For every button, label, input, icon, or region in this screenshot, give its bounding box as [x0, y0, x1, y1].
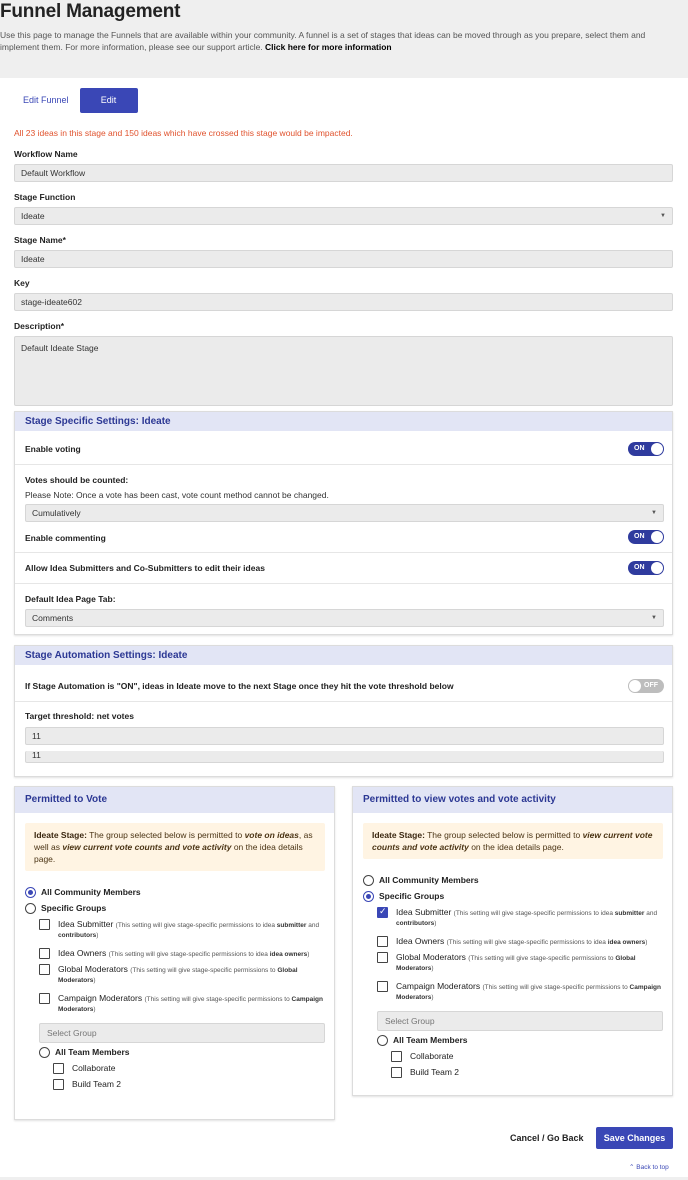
- default-tab-select[interactable]: Comments ▼: [25, 609, 664, 627]
- back-to-top-link[interactable]: ⌃ Back to top: [629, 1164, 669, 1171]
- vote-all-members-option[interactable]: All Community Members: [25, 887, 141, 898]
- view-all-members-option[interactable]: All Community Members: [363, 875, 479, 886]
- vote-all-team-option[interactable]: All Team Members: [39, 1047, 129, 1058]
- workflow-name-label: Workflow Name: [14, 149, 78, 159]
- automation-desc: If Stage Automation is "ON", ideas in Ideate move to the next Stage once they hit the vote threshold below: [25, 681, 454, 691]
- checkbox[interactable]: [377, 981, 388, 992]
- view-info-box: Ideate Stage: The group selected below is permitted to view current vote counts and vote activity on the idea details page.: [363, 823, 663, 859]
- checkbox-checked[interactable]: [377, 907, 388, 918]
- enable-commenting-toggle[interactable]: ON: [628, 530, 664, 544]
- chevron-down-icon: ▼: [651, 615, 657, 621]
- enable-voting-toggle[interactable]: ON: [628, 442, 664, 456]
- checkbox[interactable]: [39, 993, 50, 1004]
- vote-team-collaborate[interactable]: Collaborate: [53, 1063, 115, 1074]
- radio-unselected[interactable]: [39, 1047, 50, 1058]
- checkbox[interactable]: [39, 919, 50, 930]
- vote-idea-submitter-option[interactable]: Idea Submitter (This setting will give stage-specific permissions to idea submitter and contributors): [39, 919, 329, 939]
- vote-campaign-mods-option[interactable]: Campaign Moderators (This setting will give stage-specific permissions to Campaign Moderators): [39, 993, 329, 1013]
- allow-edit-label: Allow Idea Submitters and Co-Submitters to edit their ideas: [25, 563, 265, 573]
- automation-toggle[interactable]: OFF: [628, 679, 664, 693]
- page-description: Use this page to manage the Funnels that are available within your community. A funnel is a set of stages that ideas can be moved through as you prepare, select them and implement them. For more information, please see our support article. Click here for more information: [0, 30, 646, 52]
- count-method-select[interactable]: Cumulatively ▼: [25, 504, 664, 522]
- stage-name-label: Stage Name*: [14, 235, 66, 245]
- checkbox[interactable]: [39, 948, 50, 959]
- stage-settings-panel: [14, 411, 673, 635]
- page-title: Funnel Management: [0, 1, 181, 22]
- description-label: Description*: [14, 321, 65, 331]
- checkbox[interactable]: [391, 1067, 402, 1078]
- stage-name-input[interactable]: Ideate: [14, 250, 673, 268]
- vote-select-group[interactable]: Select Group: [39, 1023, 325, 1043]
- stage-function-select[interactable]: Ideate ▼: [14, 207, 673, 225]
- view-specific-groups-option[interactable]: Specific Groups: [363, 891, 444, 902]
- double-chevron-up-icon: ⌃: [629, 1164, 635, 1171]
- view-campaign-mods-option[interactable]: Campaign Moderators (This setting will give stage-specific permissions to Campaign Moderators): [377, 981, 667, 1001]
- vote-team-build-2[interactable]: Build Team 2: [53, 1079, 121, 1090]
- workflow-name-input[interactable]: Default Workflow: [14, 164, 673, 182]
- threshold-label: Target threshold: net votes: [25, 711, 134, 721]
- impact-warning: All 23 ideas in this stage and 150 ideas which have crossed this stage would be impacted.: [14, 128, 353, 138]
- vote-note: Please Note: Once a vote has been cast, vote count method cannot be changed.: [25, 490, 329, 500]
- automation-panel: [14, 645, 673, 777]
- checkbox[interactable]: [53, 1079, 64, 1090]
- automation-title: Stage Automation Settings: Ideate: [15, 646, 672, 665]
- more-info-link[interactable]: Click here for more information: [265, 42, 392, 52]
- checkbox[interactable]: [39, 964, 50, 975]
- cancel-button[interactable]: Cancel / Go Back: [510, 1133, 584, 1143]
- threshold-input-duplicate: 11: [25, 751, 664, 763]
- stage-function-label: Stage Function: [14, 192, 76, 202]
- save-button[interactable]: Save Changes: [596, 1127, 673, 1149]
- vote-idea-owners-option[interactable]: Idea Owners (This setting will give stage-specific permissions to idea idea owners): [39, 948, 339, 959]
- default-tab-label: Default Idea Page Tab:: [25, 594, 116, 604]
- view-team-collaborate[interactable]: Collaborate: [391, 1051, 453, 1062]
- checkbox[interactable]: [377, 952, 388, 963]
- permitted-to-vote-panel: [14, 786, 335, 1120]
- allow-edit-toggle[interactable]: ON: [628, 561, 664, 575]
- vote-specific-groups-option[interactable]: Specific Groups: [25, 903, 106, 914]
- vote-info-box: Ideate Stage: The group selected below is permitted to vote on ideas, as well as view current vote counts and vote activity on the idea details page.: [25, 823, 325, 871]
- page-header: [0, 0, 688, 78]
- radio-unselected[interactable]: [25, 903, 36, 914]
- edit-stage-card: [0, 78, 688, 1180]
- checkbox[interactable]: [377, 936, 388, 947]
- description-textarea[interactable]: Default Ideate Stage: [14, 336, 673, 406]
- view-team-build-2[interactable]: Build Team 2: [391, 1067, 459, 1078]
- radio-unselected[interactable]: [377, 1035, 388, 1046]
- radio-selected[interactable]: [25, 887, 36, 898]
- tab-edit-funnel[interactable]: Edit Funnel: [23, 95, 69, 105]
- permitted-to-view-panel: [352, 786, 673, 1096]
- tab-edit-stage[interactable]: Edit Stage: [80, 88, 138, 113]
- radio-unselected[interactable]: [363, 875, 374, 886]
- view-idea-submitter-option[interactable]: ✓ Idea Submitter (This setting will give stage-specific permissions to idea submitter and contributors): [377, 907, 667, 927]
- view-all-team-option[interactable]: All Team Members: [377, 1035, 467, 1046]
- tab-bar: [14, 88, 138, 130]
- permitted-to-vote-title: Permitted to Vote: [15, 787, 334, 813]
- view-idea-owners-option[interactable]: Idea Owners (This setting will give stage-specific permissions to idea idea owners): [377, 936, 677, 947]
- permitted-to-view-title: Permitted to view votes and vote activity: [353, 787, 672, 813]
- stage-settings-title: Stage Specific Settings: Ideate: [15, 412, 672, 431]
- vote-global-mods-option[interactable]: Global Moderators (This setting will give stage-specific permissions to Global Moderators): [39, 964, 329, 984]
- view-global-mods-option[interactable]: Global Moderators (This setting will give stage-specific permissions to Global Moderators): [377, 952, 667, 972]
- checkbox[interactable]: [391, 1051, 402, 1062]
- threshold-input[interactable]: 11: [25, 727, 664, 745]
- chevron-down-icon: ▼: [651, 510, 657, 516]
- enable-commenting-label: Enable commenting: [25, 533, 106, 543]
- checkbox[interactable]: [53, 1063, 64, 1074]
- key-label: Key: [14, 278, 30, 288]
- key-input[interactable]: stage-ideate602: [14, 293, 673, 311]
- view-select-group[interactable]: Select Group: [377, 1011, 663, 1031]
- chevron-down-icon: ▼: [660, 213, 666, 219]
- radio-selected[interactable]: [363, 891, 374, 902]
- votes-counted-label: Votes should be counted:: [25, 475, 129, 485]
- enable-voting-label: Enable voting: [25, 444, 81, 454]
